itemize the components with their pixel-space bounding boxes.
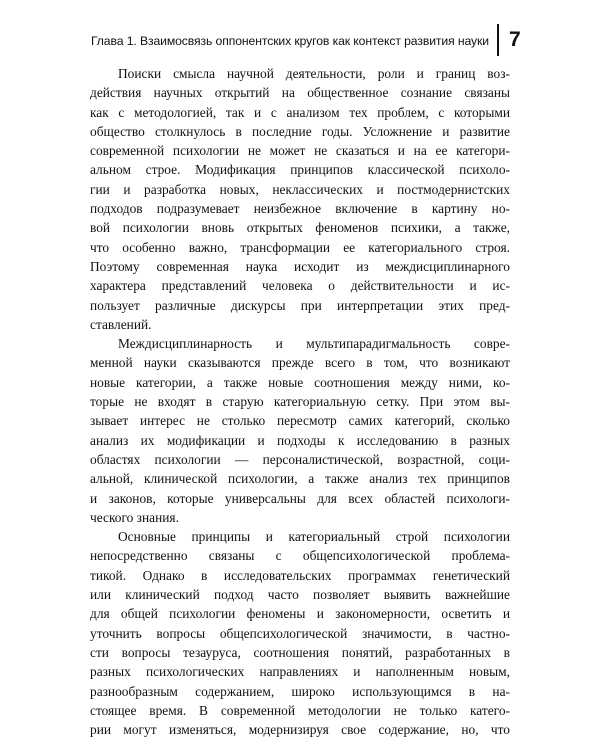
text-line: характера представлений человека о действительности и ис- — [90, 278, 510, 294]
text-line: Поиски смысла научной деятельности, роли и границ воз- — [118, 66, 510, 81]
text-line: менной науки сказываются прежде всего в том, что возникают — [90, 355, 510, 371]
text-line: зывает интерес не столько пересмотр самих категорий, сколько — [90, 413, 510, 429]
text-line: Междисциплинарность и мультипарадигмальность совре- — [118, 336, 510, 352]
page-number: 7 — [509, 28, 521, 51]
text-line: действия научных открытий на общественное сознание связаны — [90, 85, 510, 101]
text-line: новые категории, а также новые соотношения между ними, ко- — [90, 374, 510, 390]
text-line: и законов, которые универсальны для всех областей психологи- — [90, 490, 510, 506]
text-line: Поэтому современная наука исходит из междисциплинарного — [90, 258, 510, 274]
text-line: современной психологии не может не сказаться и на ее категори- — [90, 143, 510, 159]
text-line: разнообразным содержанием, широко использующимся в на- — [90, 683, 510, 699]
text-line: гии и разработка новых, неклассических и постмодернистских — [90, 181, 510, 197]
running-title: Глава 1. Взаимосвязь оппонентских кругов как контекст развития науки — [90, 34, 489, 48]
text-line: общество столкнулось в последние годы. Усложнение и развитие — [90, 123, 510, 139]
paragraph — [90, 334, 510, 527]
text-line: подходов подразумевает неизбежное включение в картину но- — [90, 201, 510, 217]
text-line: рии могут изменяться, модернизируя свое содержание, но, что — [90, 722, 510, 738]
text-line: областях психологии — персоналистической, возрастной, соци- — [90, 451, 510, 467]
body-text — [90, 64, 510, 739]
text-line: альной, клинической психологии, а также анализ тех принципов — [90, 471, 510, 487]
text-line: анализ их модификации и подходы к исследованию в разных — [90, 432, 510, 448]
text-line: для общей психологии феномены и закономерности, осветить и — [90, 606, 510, 622]
text-line: или клинический подход часто позволяет выявить важнейшие — [90, 587, 510, 603]
running-header — [0, 24, 600, 60]
text-line: Основные принципы и категориальный строй психологии — [118, 529, 510, 545]
text-line: разных психологических направлениях и наполненным новым, — [90, 664, 510, 680]
text-line: непосредственно связаны с общепсихологической проблема- — [90, 548, 510, 564]
text-line: тикой. Однако в исследовательских программах генетический — [90, 567, 510, 583]
text-line: вой психологии вновь открытых феноменов психики, а также, — [90, 220, 510, 236]
text-line: ческого знания. — [90, 509, 179, 525]
text-line: сти вопросы тезауруса, соотношения понятий, разработанных в — [90, 644, 510, 660]
paragraph — [90, 64, 510, 334]
text-line: альном строе. Модификация принципов классической психоло- — [90, 162, 510, 178]
text-line: пользует различные дискурсы при интерпретации этих пред- — [90, 297, 510, 313]
text-line: уточнить вопросы общепсихологической значимости, в частно- — [90, 625, 510, 641]
text-line: стоящее время. В современной методологии не только катего- — [90, 702, 510, 718]
paragraph — [90, 527, 510, 739]
text-line: торые не входят в старую категориальную сетку. При этом вы- — [90, 394, 510, 410]
text-line: как с методологией, так и с анализом тех проблем, с которыми — [90, 104, 510, 120]
text-line: ставлений. — [90, 316, 152, 332]
text-line: что особенно важно, трансформации ее категориального строя. — [90, 239, 510, 255]
header-divider — [497, 24, 499, 56]
